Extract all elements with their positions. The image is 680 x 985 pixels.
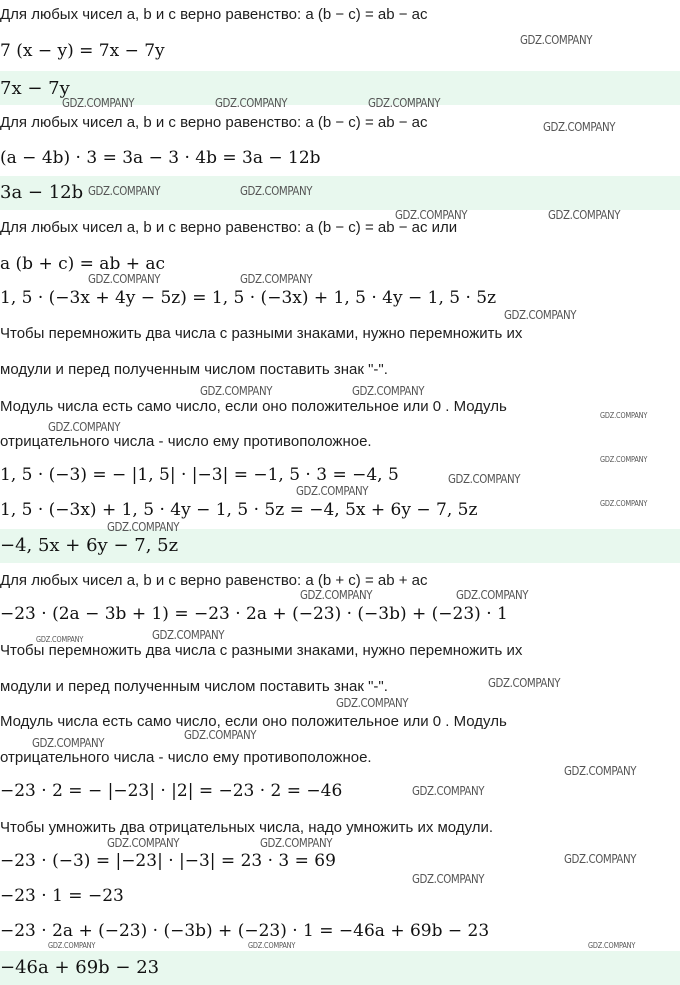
equation-line: −23 · 2a + (−23) · (−3b) + (−23) · 1 = −46a + 69b − 23 <box>0 921 490 941</box>
equation-line: (a − 4b) · 3 = 3a − 3 · 4b = 3a − 12b <box>0 148 321 168</box>
watermark: GDZ.COMPANY <box>488 675 561 690</box>
watermark: GDZ.COMPANY <box>36 635 84 644</box>
watermark: GDZ.COMPANY <box>368 95 441 110</box>
equation-line: 7 (x − y) = 7x − 7y <box>0 41 165 61</box>
watermark: GDZ.COMPANY <box>215 95 288 110</box>
watermark: GDZ.COMPANY <box>564 763 637 778</box>
equation-line: 1, 5 · (−3x + 4y − 5z) = 1, 5 · (−3x) + 1, 5 · 4y − 1, 5 · 5z <box>0 288 497 308</box>
watermark: GDZ.COMPANY <box>107 835 180 850</box>
watermark: GDZ.COMPANY <box>600 411 648 420</box>
watermark: GDZ.COMPANY <box>600 499 648 508</box>
watermark: GDZ.COMPANY <box>352 383 425 398</box>
rule-formula: a (b + c) = ab + ac <box>0 254 166 274</box>
watermark: GDZ.COMPANY <box>240 183 313 198</box>
sign-rule-text: Чтобы перемножить два числа с разными знаками, нужно перемножить их <box>0 325 523 342</box>
answer-box <box>0 529 680 563</box>
sign-rule-text: Чтобы перемножить два числа с разными знаками, нужно перемножить их <box>0 642 523 659</box>
abs-rule-text: отрицательного числа - число ему противоположное. <box>0 749 372 766</box>
answer-text: −4, 5x + 6y − 7, 5z <box>0 535 179 556</box>
watermark: GDZ.COMPANY <box>588 941 636 950</box>
watermark: GDZ.COMPANY <box>456 587 529 602</box>
watermark: GDZ.COMPANY <box>412 783 485 798</box>
watermark: GDZ.COMPANY <box>200 383 273 398</box>
watermark: GDZ.COMPANY <box>240 271 313 286</box>
abs-rule-text: Модуль числа есть само число, если оно положительное или 0 . Модуль <box>0 398 507 415</box>
watermark: GDZ.COMPANY <box>395 207 468 222</box>
watermark: GDZ.COMPANY <box>300 587 373 602</box>
watermark: GDZ.COMPANY <box>543 119 616 134</box>
equation-line: −23 · (2a − 3b + 1) = −23 · 2a + (−23) · (−3b) + (−23) · 1 <box>0 604 508 624</box>
watermark: GDZ.COMPANY <box>152 627 225 642</box>
sign-rule-text: модули и перед полученным числом поставить знак "-". <box>0 361 388 378</box>
abs-rule-text: Модуль числа есть само число, если оно положительное или 0 . Модуль <box>0 713 507 730</box>
watermark: GDZ.COMPANY <box>296 483 369 498</box>
negative-rule-text: Чтобы умножить два отрицательных числа, надо умножить их модули. <box>0 819 494 836</box>
equation-line: 1, 5 · (−3) = − |1, 5| · |−3| = −1, 5 · 3 = −4, 5 <box>0 465 399 485</box>
watermark: GDZ.COMPANY <box>336 695 409 710</box>
answer-text: −46a + 69b − 23 <box>0 957 160 978</box>
equation-line: −23 · (−3) = |−23| · |−3| = 23 · 3 = 69 <box>0 851 336 871</box>
watermark: GDZ.COMPANY <box>88 271 161 286</box>
watermark: GDZ.COMPANY <box>600 455 648 464</box>
equation-line: −23 · 1 = −23 <box>0 886 124 906</box>
rule-text: Для любых чисел a, b и c верно равенство: a (b − c) = ab − ac <box>0 6 428 23</box>
watermark: GDZ.COMPANY <box>88 183 161 198</box>
watermark: GDZ.COMPANY <box>448 471 521 486</box>
abs-rule-text: отрицательного числа - число ему противоположное. <box>0 433 372 450</box>
answer-box <box>0 951 680 985</box>
rule-text: Для любых чисел a, b и c верно равенство: a (b − c) = ab − ac <box>0 114 428 131</box>
equation-line: −23 · 2 = − |−23| · |2| = −23 · 2 = −46 <box>0 781 343 801</box>
watermark: GDZ.COMPANY <box>48 419 121 434</box>
watermark: GDZ.COMPANY <box>32 735 105 750</box>
answer-text: 3a − 12b <box>0 182 84 203</box>
rule-text: Для любых чисел a, b и c верно равенство: a (b + c) = ab + ac <box>0 572 428 589</box>
watermark: GDZ.COMPANY <box>184 727 257 742</box>
watermark: GDZ.COMPANY <box>107 519 180 534</box>
watermark: GDZ.COMPANY <box>248 941 296 950</box>
watermark: GDZ.COMPANY <box>260 835 333 850</box>
watermark: GDZ.COMPANY <box>48 941 96 950</box>
watermark: GDZ.COMPANY <box>412 871 485 886</box>
rule-text: Для любых чисел a, b и c верно равенство: a (b − c) = ab − ac или <box>0 219 458 236</box>
equation-line: 1, 5 · (−3x) + 1, 5 · 4y − 1, 5 · 5z = −4, 5x + 6y − 7, 5z <box>0 500 478 520</box>
sign-rule-text: модули и перед полученным числом поставить знак "-". <box>0 678 388 695</box>
watermark: GDZ.COMPANY <box>62 95 135 110</box>
watermark: GDZ.COMPANY <box>564 851 637 866</box>
watermark: GDZ.COMPANY <box>520 32 593 47</box>
watermark: GDZ.COMPANY <box>504 307 577 322</box>
watermark: GDZ.COMPANY <box>548 207 621 222</box>
answer-text: 7x − 7y <box>0 78 70 99</box>
